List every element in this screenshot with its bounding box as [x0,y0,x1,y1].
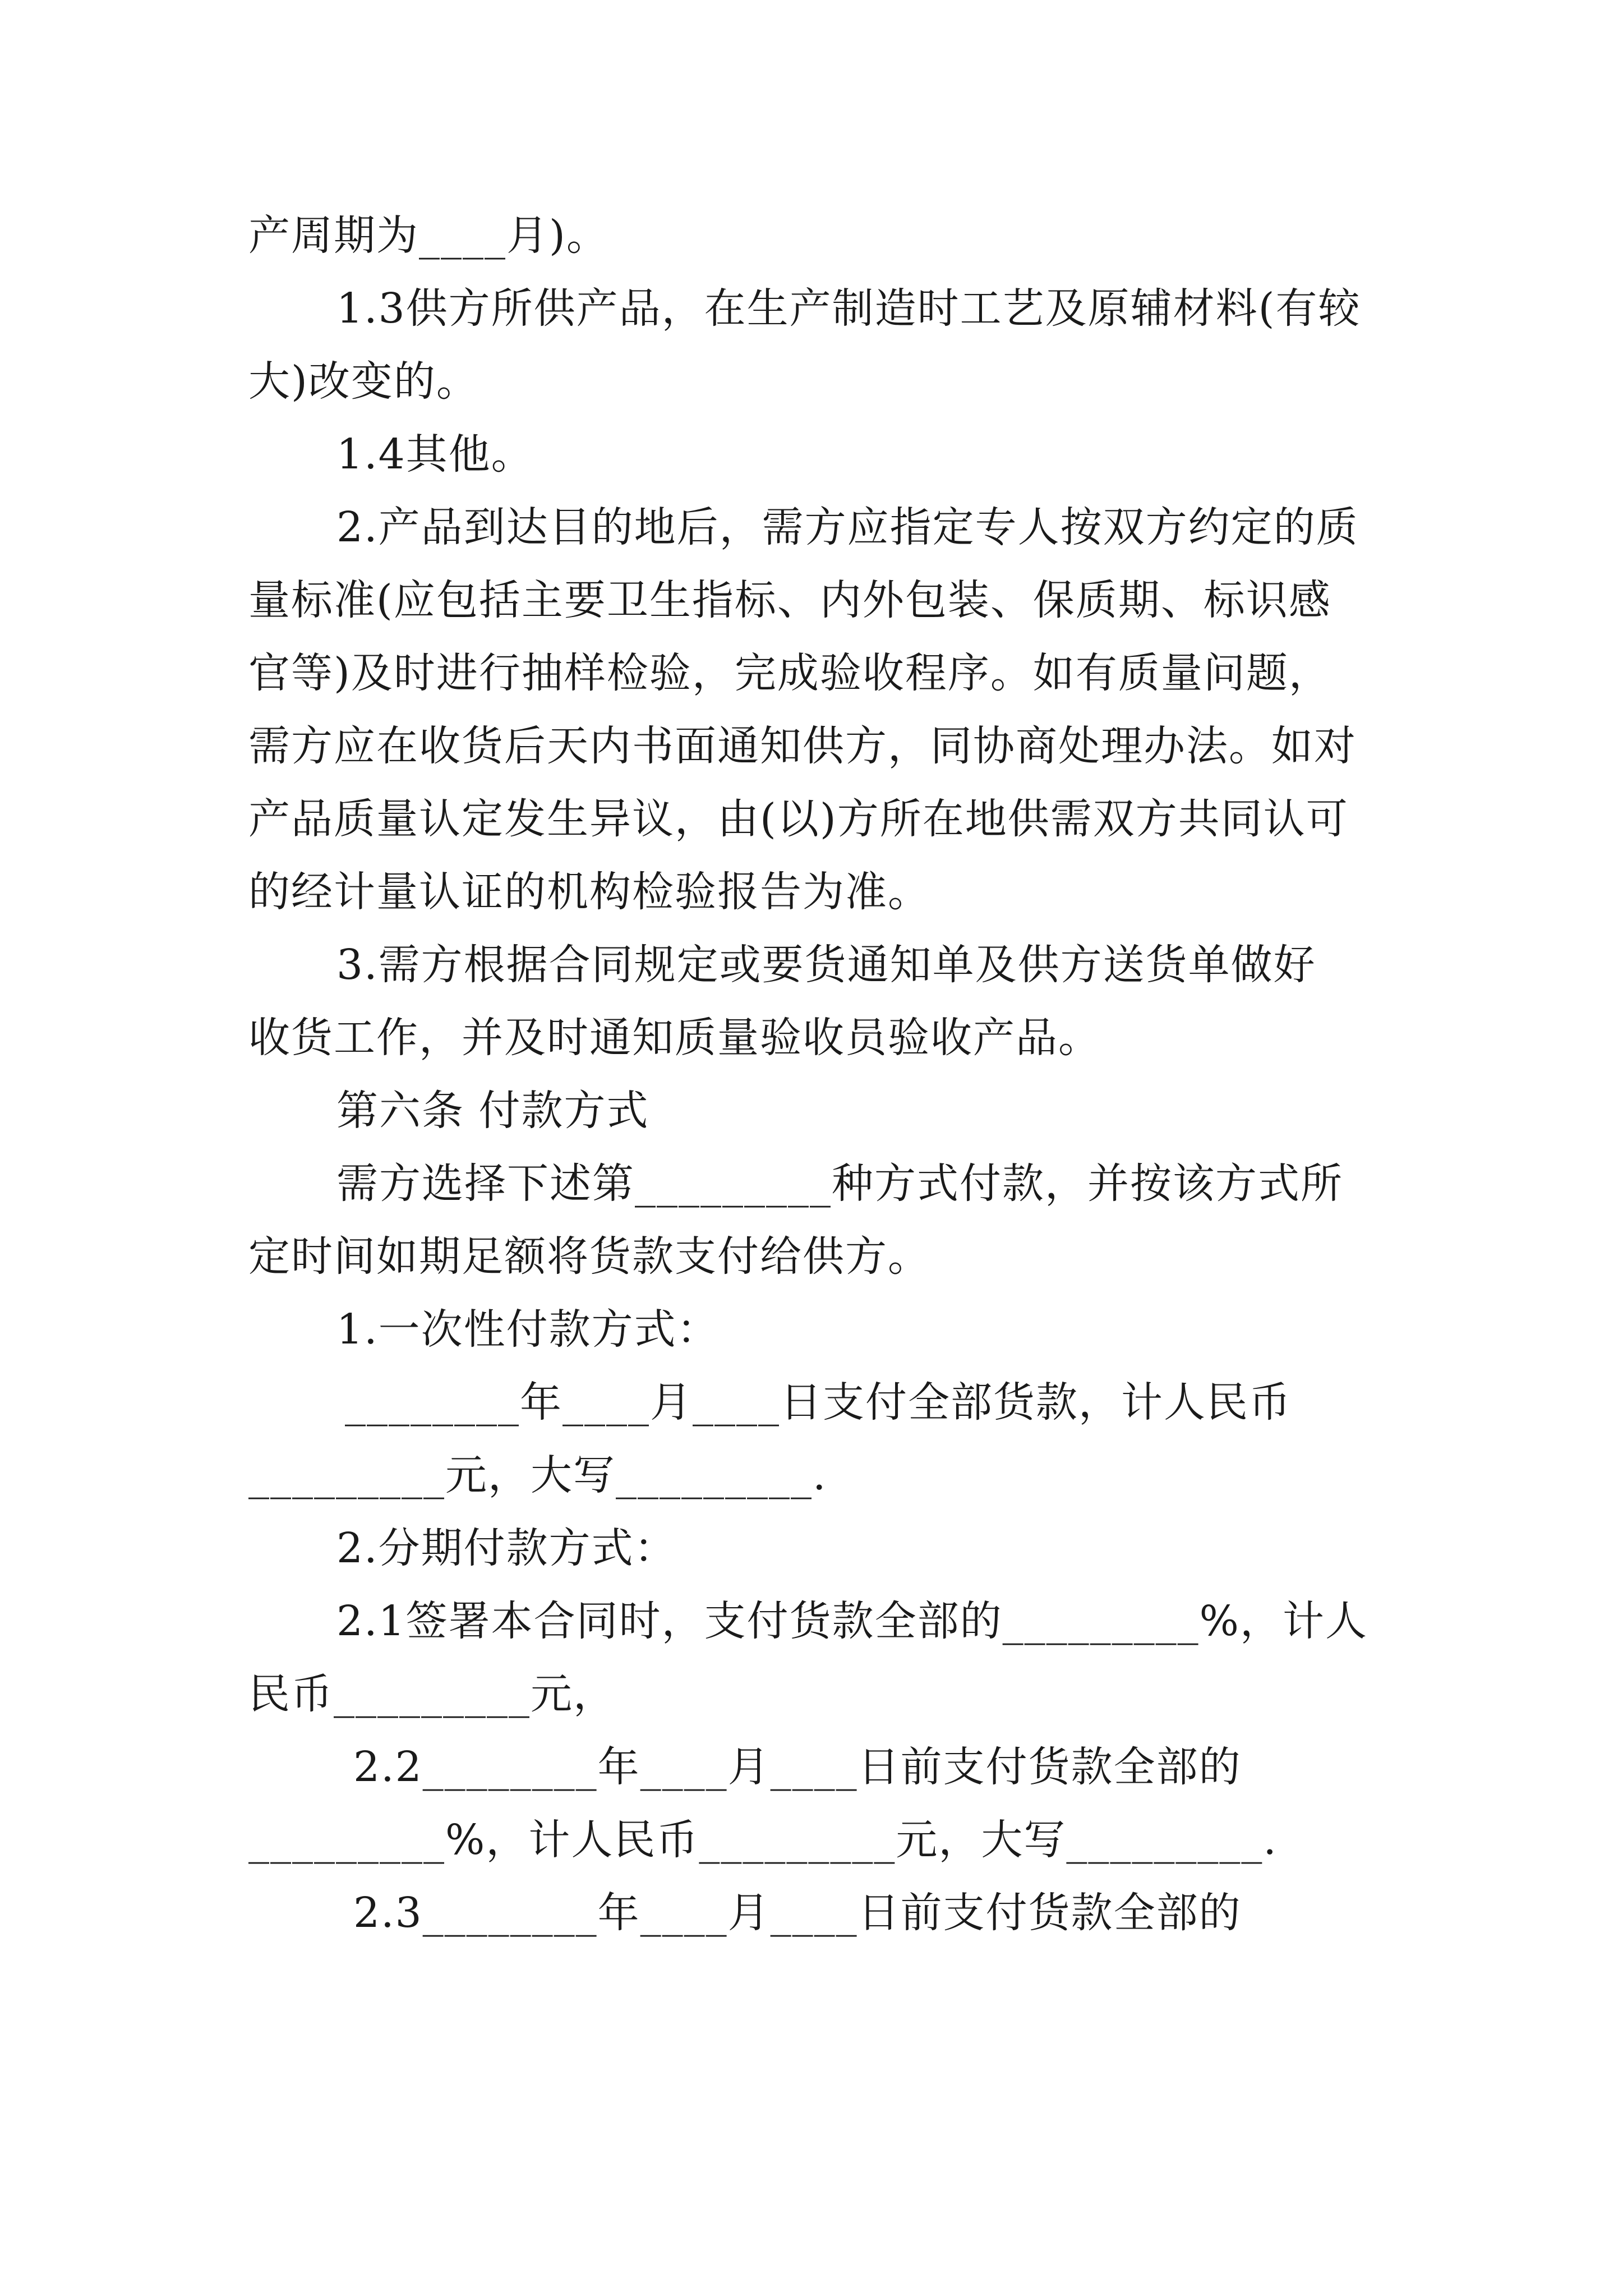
text-line-23: _________%，计人民币_________元，大写_________. [248,1816,1278,1864]
text-line-11: 3.需方根据合同规定或要货通知单及供方送货单做好 [336,941,1316,989]
text-line-2: 1.3供方所供产品，在生产制造时工艺及原辅材料(有较 [336,284,1361,333]
text-line-15: 定时间如期足额将货款支付给供方。 [248,1232,930,1281]
text-line-4: 1.4其他。 [336,430,534,478]
text-line-8: 需方应在收货后天内书面通知供方，同协商处理办法。如对 [248,722,1357,770]
text-line-14: 需方选择下述第_________种方式付款，并按该方式所 [336,1159,1343,1208]
text-line-17: ________年____月____日支付全部货款，计人民币 [345,1378,1292,1427]
text-line-10: 的经计量认证的机构检验报告为准。 [248,868,930,916]
text-line-5: 2.产品到达目的地后，需方应指定专人按双方约定的质 [336,503,1359,551]
text-line-19: 2.分期付款方式： [336,1524,677,1572]
text-line-3: 大)改变的。 [248,357,479,406]
text-line-1: 产周期为____月)。 [248,211,609,260]
text-line-12: 收货工作，并及时通知质量验收员验收产品。 [248,1014,1101,1062]
text-line-16: 1.一次性付款方式： [336,1305,720,1354]
text-line-6: 量标准(应包括主要卫生指标、内外包装、保质期、标识感 [248,576,1331,624]
text-line-21: 民币_________元， [248,1670,616,1718]
text-line-18: _________元，大写_________. [248,1451,827,1499]
section-heading-payment: 第六条 付款方式 [336,1087,649,1135]
text-line-22: 2.2________年____月____日前支付货款全部的 [353,1743,1242,1791]
text-line-9: 产品质量认定发生异议，由(以)方所在地供需双方共同认可 [248,795,1349,843]
text-line-24: 2.3________年____月____日前支付货款全部的 [353,1889,1242,1937]
text-line-7: 官等)及时进行抽样检验，完成验收程序。如有质量问题， [248,649,1331,697]
text-line-20: 2.1签署本合同时，支付货款全部的_________%，计人 [336,1597,1368,1645]
